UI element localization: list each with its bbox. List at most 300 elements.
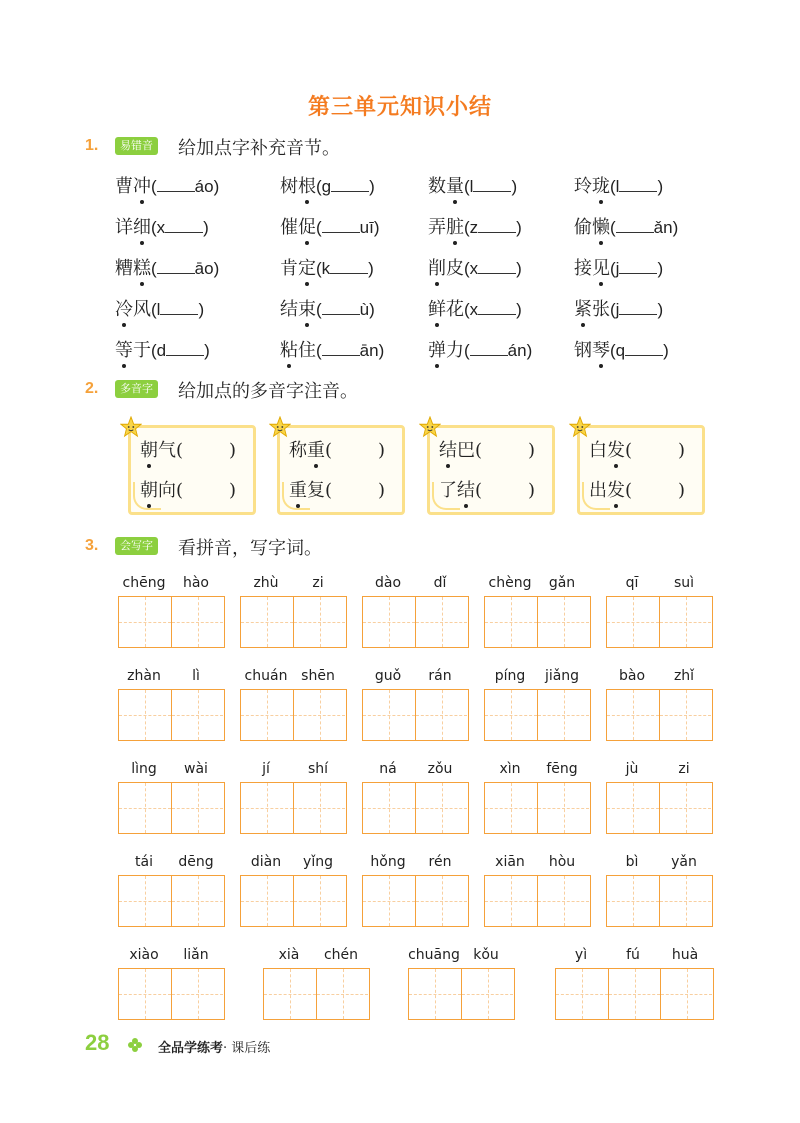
word-char: 向 [158,480,176,501]
pinyin-hint: x [469,300,479,319]
pinyin-item [280,172,375,198]
writing-grid[interactable] [484,782,591,834]
word-char: 曹 [115,176,133,197]
answer-blank[interactable] [322,341,360,356]
pinyin-label [362,668,466,686]
pinyin-syllable: bì [625,854,639,870]
tianzige-cell[interactable] [409,969,461,1019]
tianzige-cell[interactable] [537,783,589,833]
answer-paren: (g ) [316,177,375,196]
tianzige-cell[interactable] [607,783,659,833]
pinyin-hint: áo [194,177,214,196]
word-char: 张 [592,299,610,320]
answer-paren[interactable]: ( ) [325,440,385,461]
pinyin-syllable: fú [626,947,640,963]
pinyin-syllable: jiǎng [544,668,580,684]
tianzige-cell[interactable] [241,876,293,926]
pinyin-syllable: bào [618,668,646,684]
word-char: 催 [280,217,298,238]
word-char: 削 [428,254,446,280]
word-char: 重 [307,436,325,462]
pinyin-item [115,254,219,280]
word-char: 脏 [446,213,464,239]
word-char: 弹 [428,336,446,362]
tianzige-cell[interactable] [556,969,608,1019]
tianzige-cell[interactable] [415,597,467,647]
word-char: 数 [428,176,446,197]
pinyin-syllable: zhàn [127,668,161,684]
writing-grid[interactable] [118,875,225,927]
pinyin-item [428,336,532,362]
pinyin-hint: q [615,341,626,360]
pinyin-item [574,336,669,362]
pinyin-label [118,575,222,593]
pinyin-label [240,854,344,872]
word-char: 冲 [133,172,151,198]
pinyin-hint: g [321,177,332,196]
answer-blank[interactable] [473,177,511,192]
pinyin-item [428,213,522,239]
writing-grid[interactable] [484,689,591,741]
pinyin-syllable: hǒng [370,854,406,870]
tianzige-cell[interactable] [659,876,711,926]
answer-paren[interactable]: ( ) [625,440,685,461]
pinyin-item [574,172,663,198]
pinyin-syllable: hào [182,575,210,591]
tianzige-cell[interactable] [485,690,537,740]
tianzige-cell[interactable] [293,876,345,926]
tianzige-cell[interactable] [171,690,223,740]
word-char: 束 [298,295,316,321]
pinyin-syllable: hòu [548,854,576,870]
pinyin-label [118,668,222,686]
pinyin-syllable: xiān [495,854,525,870]
pinyin-hint: j [615,259,620,278]
pinyin-label [484,575,588,593]
writing-grid[interactable] [240,875,347,927]
word-char: 复 [307,480,325,501]
pinyin-hint: l [469,177,474,196]
answer-blank[interactable] [157,177,195,192]
answer-paren: (j ) [610,259,664,278]
word-char: 发 [607,476,625,502]
writing-grid[interactable] [118,782,225,834]
answer-blank[interactable] [322,218,360,233]
word-char: 冷 [115,295,133,321]
pinyin-item [280,213,380,239]
tianzige-cell[interactable] [607,876,659,926]
pinyin-syllable: fēng [546,761,578,777]
pinyin-item [428,172,517,198]
writing-grid[interactable] [240,782,347,834]
tianzige-cell[interactable] [415,876,467,926]
brand-sub: · 课后练 [223,1041,271,1056]
word-char: 量 [446,172,464,198]
pinyin-item [428,295,522,321]
word-char: 白 [589,440,607,461]
word-char: 朝 [140,436,158,462]
pinyin-hint: āo [194,259,214,278]
answer-paren: ( án) [464,341,533,360]
answer-paren: ( áo) [151,177,220,196]
writing-grid[interactable] [606,875,713,927]
word-char: 气 [158,440,176,461]
answer-paren[interactable]: ( ) [325,480,385,501]
writing-grid[interactable] [240,689,347,741]
answer-paren[interactable]: ( ) [176,440,236,461]
pinyin-item [574,254,663,280]
pinyin-item [280,295,375,321]
answer-paren[interactable]: ( ) [625,480,685,501]
word-char: 弄 [428,217,446,238]
word-char: 鲜 [428,295,446,321]
writing-grid[interactable] [362,596,469,648]
polyphone-item [439,476,535,502]
tianzige-cell[interactable] [119,597,171,647]
pinyin-syllable: chèng [488,575,532,591]
pinyin-syllable: zǒu [427,761,453,777]
tianzige-cell[interactable] [608,969,660,1019]
tianzige-cell[interactable] [659,597,711,647]
pinyin-syllable: rán [428,668,452,684]
answer-paren: (q ) [610,341,669,360]
answer-paren: (x ) [464,300,522,319]
answer-blank[interactable] [166,341,204,356]
polyphone-item [589,436,685,462]
pinyin-label [484,854,588,872]
tianzige-cell[interactable] [607,597,659,647]
pinyin-syllable: yì [574,947,588,963]
pinyin-syllable: yǎn [671,854,697,870]
pinyin-hint: x [469,259,479,278]
word-char: 详 [115,217,133,238]
answer-paren: ( āo) [151,259,220,278]
tianzige-cell[interactable] [485,876,537,926]
answer-blank[interactable] [619,300,657,315]
pinyin-syllable: xiào [129,947,159,963]
writing-grid[interactable] [118,689,225,741]
tianzige-cell[interactable] [171,597,223,647]
star-icon [269,416,291,438]
page-title: 第三单元知识小结 [307,95,492,120]
word-char: 钢 [574,340,592,361]
pinyin-label [263,947,367,965]
pinyin-syllable: píng [494,668,526,684]
tianzige-cell[interactable] [171,969,223,1019]
pinyin-syllable: dǐ [433,575,447,591]
pinyin-label [606,575,710,593]
q2-badge: 多音字 [115,380,158,398]
word-char: 琴 [592,336,610,362]
polyphone-item [140,436,236,462]
pinyin-hint: án [507,341,527,360]
writing-grid[interactable] [606,689,713,741]
pinyin-syllable: qī [625,575,639,591]
q1-badge: 易错音 [115,137,158,155]
pinyin-syllable: shēn [301,668,335,684]
tianzige-cell[interactable] [659,783,711,833]
writing-grid[interactable] [606,596,713,648]
tianzige-cell[interactable] [363,876,415,926]
pinyin-label [118,947,222,965]
pinyin-syllable: lìng [131,761,157,777]
word-char: 定 [298,254,316,280]
q1-number: 1. [85,137,99,154]
tianzige-cell[interactable] [461,969,513,1019]
answer-paren: ( ǎn) [610,218,679,237]
q3-badge: 会写字 [115,537,158,555]
answer-paren[interactable]: ( ) [475,440,535,461]
tianzige-cell[interactable] [171,783,223,833]
word-char: 糕 [133,254,151,280]
tianzige-cell[interactable] [293,783,345,833]
pinyin-syllable: yǐng [303,854,333,870]
answer-blank[interactable] [478,218,516,233]
pinyin-item [115,213,209,239]
tianzige-cell[interactable] [607,690,659,740]
tianzige-cell[interactable] [415,690,467,740]
star-icon [569,416,591,438]
word-char: 风 [133,299,151,320]
writing-grid[interactable] [408,968,515,1020]
q2-instruction: 给加点的多音字注音。 [178,381,358,402]
pinyin-hint: ān [359,341,379,360]
tianzige-cell[interactable] [363,783,415,833]
pinyin-label [484,668,588,686]
word-char: 于 [133,340,151,361]
polyphone-item [140,476,236,502]
word-char: 树 [280,176,298,197]
pinyin-label [362,854,466,872]
word-char: 玲 [574,176,592,197]
word-char: 了 [439,480,457,501]
tianzige-cell[interactable] [485,783,537,833]
pinyin-hint: ù [359,300,370,319]
tianzige-cell[interactable] [316,969,368,1019]
answer-paren: ( uī) [316,218,380,237]
pinyin-item [115,336,210,362]
answer-blank[interactable] [616,218,654,233]
answer-paren: (z ) [464,218,522,237]
pinyin-syllable: zhù [253,575,279,591]
pinyin-item [574,213,678,239]
pinyin-syllable: gǎn [548,575,576,591]
footer-brand [158,1037,270,1056]
word-char: 见 [592,254,610,280]
pinyin-syllable: guǒ [374,668,402,684]
answer-blank[interactable] [322,300,360,315]
tianzige-cell[interactable] [537,876,589,926]
writing-grid[interactable] [606,782,713,834]
pinyin-syllable: kǒu [473,947,499,963]
word-char: 皮 [446,258,464,279]
word-char: 等 [115,336,133,362]
tianzige-cell[interactable] [119,969,171,1019]
pinyin-syllable: ná [379,761,397,777]
tianzige-cell[interactable] [659,690,711,740]
page-number: 28 [85,1030,110,1055]
tianzige-cell[interactable] [119,876,171,926]
answer-paren: (k ) [316,259,374,278]
pinyin-label [240,575,344,593]
pinyin-item [280,336,384,362]
pinyin-hint: ǎn [653,218,673,237]
word-char: 糟 [115,258,133,279]
word-char: 结 [439,436,457,462]
word-char: 肯 [280,258,298,279]
word-char: 朝 [140,476,158,502]
writing-grid[interactable] [362,875,469,927]
brand-name: 全品学练考 [158,1041,224,1056]
writing-grid[interactable] [362,689,469,741]
pinyin-label [606,761,710,779]
tianzige-cell[interactable] [171,876,223,926]
answer-blank[interactable] [470,341,508,356]
writing-grid[interactable] [555,968,714,1020]
word-char: 重 [289,476,307,502]
word-char: 巴 [457,440,475,461]
pinyin-label [484,761,588,779]
pinyin-label [408,947,512,965]
tianzige-cell[interactable] [241,783,293,833]
pinyin-syllable: zi [678,761,690,777]
pinyin-syllable: diàn [250,854,282,870]
clover-icon [128,1038,142,1052]
answer-blank[interactable] [619,177,657,192]
pinyin-syllable: lì [192,668,200,684]
pinyin-label [240,761,344,779]
tianzige-cell[interactable] [241,690,293,740]
pinyin-syllable: huà [671,947,699,963]
answer-blank[interactable] [478,300,516,315]
pinyin-label [118,854,222,872]
q3-instruction: 看拼音，写字词。 [178,538,322,559]
pinyin-hint: l [156,300,161,319]
answer-paren: (d ) [151,341,210,360]
answer-paren: (x ) [151,218,209,237]
pinyin-label [362,761,466,779]
word-char: 促 [298,213,316,239]
word-char: 粘 [280,336,298,362]
word-char: 偷 [574,217,592,238]
tianzige-cell[interactable] [119,783,171,833]
answer-paren: (l ) [464,177,518,196]
pinyin-hint: z [469,218,479,237]
pinyin-syllable: chuán [244,668,288,684]
writing-grid[interactable] [484,875,591,927]
polyphone-item [289,476,385,502]
writing-grid[interactable] [118,596,225,648]
writing-grid[interactable] [263,968,370,1020]
star-icon [120,416,142,438]
word-char: 细 [133,213,151,239]
word-char: 结 [457,476,475,502]
answer-blank[interactable] [157,259,195,274]
answer-paren: ( ù) [316,300,375,319]
answer-paren: (j ) [610,300,664,319]
pinyin-syllable: chén [323,947,359,963]
answer-blank[interactable] [330,259,368,274]
answer-blank[interactable] [619,259,657,274]
answer-blank[interactable] [165,218,203,233]
pinyin-syllable: jù [625,761,639,777]
answer-paren[interactable]: ( ) [176,480,236,501]
pinyin-syllable: wài [184,761,208,777]
pinyin-syllable: chuāng [408,947,460,963]
polyphone-item [589,476,685,502]
pinyin-syllable: chēng [122,575,166,591]
pinyin-syllable: liǎn [183,947,209,963]
pinyin-syllable: xìn [499,761,521,777]
tianzige-cell[interactable] [415,783,467,833]
writing-grid[interactable] [240,596,347,648]
word-char: 接 [574,258,592,279]
pinyin-syllable: zhǐ [673,668,695,684]
writing-grid[interactable] [362,782,469,834]
polyphone-item [439,436,535,462]
q2-number: 2. [85,380,99,397]
answer-paren: (l ) [610,177,664,196]
answer-paren[interactable]: ( ) [475,480,535,501]
answer-blank[interactable] [160,300,198,315]
word-char: 珑 [592,172,610,198]
pinyin-hint: k [321,259,331,278]
tianzige-cell[interactable] [293,690,345,740]
pinyin-label [240,668,344,686]
tianzige-cell[interactable] [363,597,415,647]
pinyin-item [280,254,374,280]
answer-blank[interactable] [478,259,516,274]
pinyin-item [428,254,522,280]
word-char: 住 [298,340,316,361]
tianzige-cell[interactable] [264,969,316,1019]
answer-blank[interactable] [625,341,663,356]
pinyin-item [115,295,204,321]
answer-blank[interactable] [331,177,369,192]
word-char: 结 [280,299,298,320]
pinyin-hint: d [156,341,167,360]
q3-number: 3. [85,537,99,554]
writing-grid[interactable] [118,968,225,1020]
q1-instruction: 给加点字补充音节。 [178,138,340,159]
tianzige-cell[interactable] [119,690,171,740]
tianzige-cell[interactable] [537,690,589,740]
pinyin-label [362,575,466,593]
word-char: 称 [289,440,307,461]
tianzige-cell[interactable] [485,597,537,647]
tianzige-cell[interactable] [241,597,293,647]
pinyin-syllable: jí [262,761,270,777]
word-char: 花 [446,299,464,320]
tianzige-cell[interactable] [293,597,345,647]
tianzige-cell[interactable] [363,690,415,740]
tianzige-cell[interactable] [537,597,589,647]
writing-grid[interactable] [484,596,591,648]
pinyin-label [118,761,222,779]
word-char: 紧 [574,295,592,321]
polyphone-item [289,436,385,462]
pinyin-label [555,947,711,965]
answer-paren: (l ) [151,300,205,319]
answer-paren: (x ) [464,259,522,278]
pinyin-syllable: shí [307,761,329,777]
tianzige-cell[interactable] [660,969,712,1019]
pinyin-syllable: dào [374,575,402,591]
pinyin-hint: j [615,300,620,319]
pinyin-label [606,668,710,686]
answer-paren: ( ān) [316,341,385,360]
word-char: 发 [607,436,625,462]
